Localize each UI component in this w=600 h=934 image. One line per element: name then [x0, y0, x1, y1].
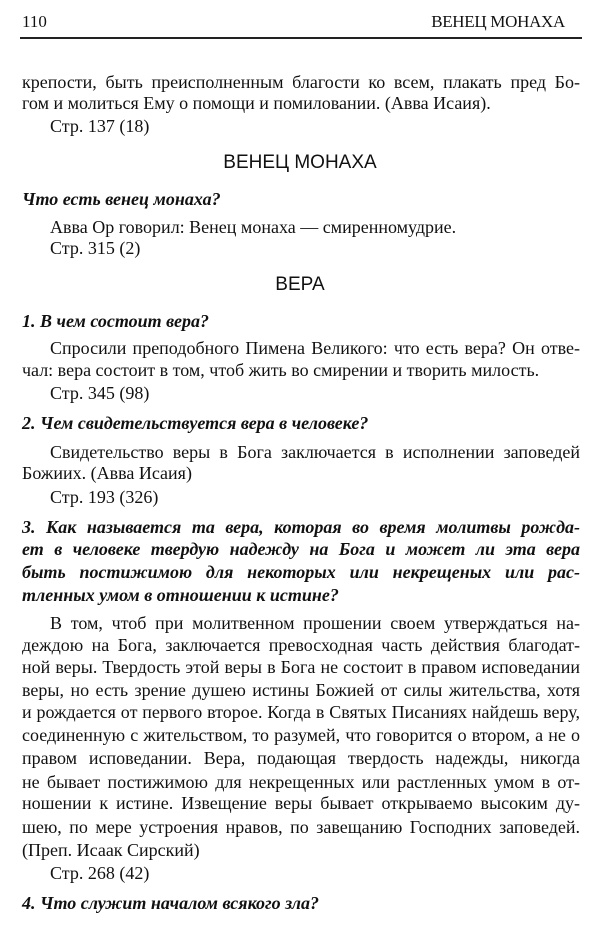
text-line: ной веры. Твердость этой веры в Бога не состоит в правом исповедании: [22, 657, 580, 677]
question-line: ет в человеке твердую надежду на Бога и может ли эта вера: [22, 539, 580, 559]
text-line: (Преп. Исаак Сирский): [22, 840, 200, 860]
page-reference: Стр. 268 (42): [50, 863, 150, 883]
question-line: быть постижимою для некоторых или некрещеных или рас-: [22, 562, 580, 582]
text-line: В том, чтоб при молитвенном прошении своем утверждаться на-: [50, 613, 580, 633]
text-line: не бывает постижимою для некрещенных или растленных умом в от-: [22, 772, 580, 792]
text-line: чал: вера состоит в том, чтоб жить во смирении и творить милость.: [22, 360, 540, 380]
page-reference: Стр. 315 (2): [50, 238, 141, 258]
text-line: веры, но есть зрение душею истины Божией от силы жительства, хотя: [22, 680, 580, 700]
text-line: гом и молиться Ему о помощи и помиловании. (Авва Исаия).: [22, 93, 491, 113]
text-line: и рождается от первого второе. Когда в Святых Писаниях найдешь веру,: [22, 702, 580, 722]
running-title: ВЕНЕЦ МОНАХА: [431, 12, 565, 31]
text-line: деждою на Бога, заключается превосходная часть действия благодат-: [22, 635, 580, 655]
page-reference: Стр. 345 (98): [50, 383, 150, 403]
question: 1. В чем состоит вера?: [22, 311, 209, 331]
section-heading: ВЕРА: [275, 274, 325, 295]
question-line: 3. Как называется та вера, которая во время молитвы рожда-: [22, 517, 580, 537]
text-line: Спросили преподобного Пимена Великого: что есть вера? Он отве-: [50, 338, 580, 358]
question: Что есть венец монаха?: [22, 189, 221, 209]
header-rule: [20, 37, 582, 39]
text-line: Божиих. (Авва Исаия): [22, 463, 192, 483]
text-line: шею, по мере устроения нравов, по завещанию Господних заповедей.: [22, 817, 580, 837]
text-line: крепости, быть преисполненным благости ко всем, плакать пред Бо-: [22, 72, 580, 92]
page-number: 110: [22, 12, 47, 31]
question: 4. Что служит началом всякого зла?: [22, 893, 319, 913]
section-heading: ВЕНЕЦ МОНАХА: [223, 152, 377, 173]
text-line: правом исповедании. Вера, подающая твердость надежды, никогда: [22, 748, 580, 768]
answer-text: Авва Ор говорил: Венец монаха — смиренномудрие.: [50, 217, 457, 237]
question-line: тленных умом в отношении к истине?: [22, 585, 339, 605]
text-line: Свидетельство веры в Бога заключается в исполнении заповедей: [50, 442, 580, 462]
text-line: соединенную с жительством, то разумей, что говорится о втором, а не о: [22, 725, 580, 745]
question: 2. Чем свидетельствуется вера в человеке?: [22, 413, 369, 433]
text-line: ношении к истине. Извещение веры бывает открываемо высоким ду-: [22, 793, 580, 813]
page-reference: Стр. 137 (18): [50, 116, 150, 136]
page-reference: Стр. 193 (326): [50, 487, 159, 507]
